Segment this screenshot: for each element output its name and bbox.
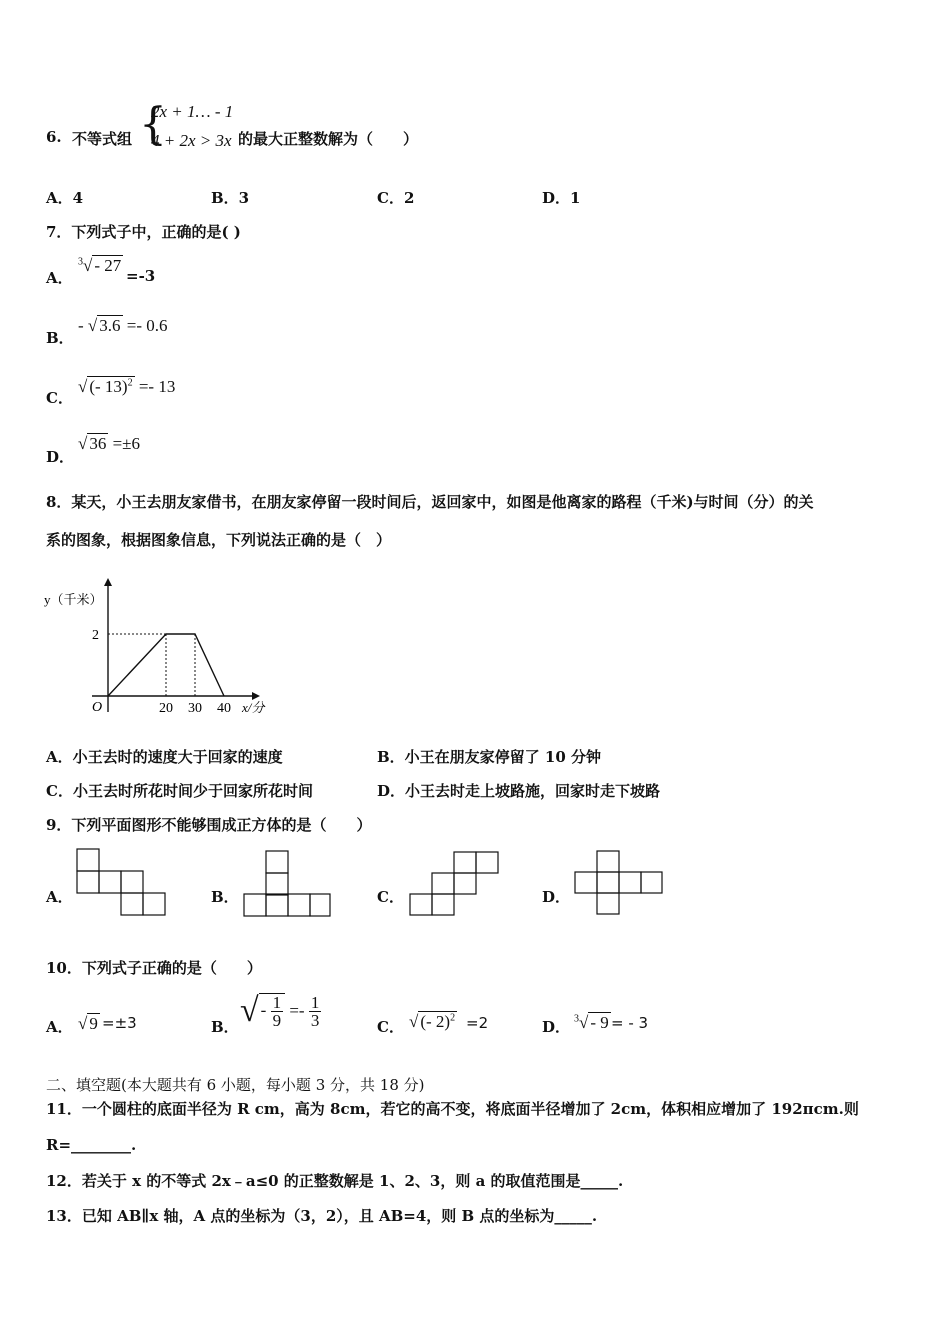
q6-option-b: B．3: [211, 189, 250, 207]
q10-option-c-expr: [409, 1012, 457, 1032]
radical-sign-icon: √: [78, 1014, 88, 1033]
q13-text: 13．已知 AB∥x 轴，A 点的坐标为（3，2），且 AB=4，则 B 点的坐标为_____.: [46, 1207, 598, 1225]
y-axis-label: y（千米）: [44, 592, 103, 607]
q8-stem-line-2: 系的图象，根据图象信息，下列说法正确的是（ ）: [46, 531, 392, 549]
q10-option-d-label: D．: [542, 1018, 571, 1036]
q7-option-c-label: C．: [46, 389, 73, 407]
q6-inequality-1: 2x + 1… - 1: [151, 102, 234, 121]
q9-stem: 9．下列平面图形不能够围成正方体的是（ ）: [46, 816, 372, 834]
q9-option-d-label: D．: [542, 888, 571, 906]
y-tick-label-2: 2: [92, 628, 99, 643]
q7-c-rhs: =- 13: [138, 377, 176, 396]
q8-option-a: A．小王去时的速度大于回家的速度: [46, 748, 283, 766]
radical-sign-icon: √: [78, 434, 88, 453]
q6-lead: 不等式组: [72, 130, 133, 148]
q6-number: 6.: [46, 128, 62, 146]
q7-option-a-label: A．: [46, 269, 73, 287]
origin-label: O: [92, 700, 103, 715]
q10-option-a-label: A．: [46, 1018, 73, 1036]
q6-option-d: D．1: [542, 189, 581, 207]
x-tick-label-30: 30: [188, 701, 202, 716]
q7-b-radicand: 3.6: [99, 316, 121, 335]
q10-b-num: 1: [272, 993, 282, 1012]
q12-text: 12．若关于 x 的不等式 2x﹣a≤0 的正整数解是 1、2、3，则 a 的取值范围是_____.: [46, 1172, 624, 1190]
q7-a-radicand: - 27: [94, 256, 122, 275]
radical-sign-icon: √: [240, 992, 259, 1029]
radical-sign-icon: √: [83, 256, 93, 275]
q10-c-exp: 2: [450, 1012, 456, 1024]
q9-option-b-label: B．: [211, 888, 239, 906]
q10-option-d-expr: [574, 1013, 611, 1033]
q10-option-b-expr: [240, 992, 321, 1030]
q7-a-root-index: 3: [78, 256, 83, 268]
q9-net-c: [409, 851, 501, 917]
q7-stem: 7．下列式子中，正确的是( ): [46, 223, 241, 241]
q7-option-b-label: B．: [46, 329, 74, 347]
q8-option-b: B．小王在朋友家停留了 10 分钟: [377, 748, 601, 766]
q11-line-2: R=________.: [46, 1136, 137, 1154]
q9-net-d: [574, 850, 664, 916]
q10-c-radicand-wrap: [418, 1011, 457, 1031]
q10-stem: 10．下列式子正确的是（ ）: [46, 959, 262, 977]
q7-c-exp: 2: [127, 377, 133, 389]
section-2-heading: 二、填空题(本大题共有 6 小题，每小题 3 分，共 18 分): [46, 1076, 425, 1094]
q10-b-fraction: [271, 994, 284, 1029]
q10-b-den: 9: [272, 1011, 282, 1030]
q10-option-c-label: C．: [377, 1018, 404, 1036]
q10-option-d-rhs: = - 3: [611, 1014, 649, 1032]
x-axis-label: x/分: [242, 700, 265, 715]
q10-option-c-rhs: =2: [466, 1014, 489, 1032]
q10-a-radicand: 9: [89, 1014, 98, 1033]
q10-b-radicand-wrap: [259, 993, 285, 1029]
q7-option-d-expr: [78, 434, 140, 454]
q7-d-rhs: =±6: [112, 434, 141, 453]
x-tick-label-20: 20: [159, 701, 173, 716]
q10-b-rhs-fraction: [309, 994, 322, 1029]
q10-option-b-label: B．: [211, 1018, 239, 1036]
q9-net-a: [76, 848, 170, 918]
q10-b-rnum: 1: [310, 992, 320, 1012]
q10-b-rden: 3: [310, 1010, 320, 1030]
q7-option-a-expr: [78, 256, 123, 276]
q10-d-root-index: 3: [574, 1013, 579, 1025]
x-axis-arrow-icon: [252, 692, 260, 700]
q7-b-rhs: =- 0.6: [126, 316, 168, 335]
q6-option-c: C．2: [377, 189, 415, 207]
q8-option-d: D．小王去时走上坡路施，回家时走下坡路: [377, 782, 661, 800]
radical-sign-icon: √: [78, 377, 88, 396]
q9-option-a-label: A．: [46, 888, 73, 906]
q7-option-a-rhs: =-3: [126, 267, 156, 285]
radical-sign-icon: √: [409, 1012, 419, 1031]
q8-option-c: C．小王去时所花时间少于回家所花时间: [46, 782, 313, 800]
q10-option-a-expr: [78, 1014, 100, 1034]
q7-option-c-expr: [78, 377, 175, 397]
q9-option-c-label: C．: [377, 888, 404, 906]
radical-sign-icon: √: [579, 1013, 589, 1032]
q7-c-radicand: (- 13): [89, 377, 128, 396]
q10-b-mid: =-: [289, 1001, 305, 1020]
q10-b-sign: -: [260, 1000, 267, 1020]
q7-c-radicand-wrap: [87, 376, 134, 396]
q6-option-a: A．4: [46, 189, 84, 207]
x-tick-label-40: 40: [217, 701, 231, 716]
y-axis-arrow-icon: [104, 578, 112, 586]
q9-net-b: [243, 850, 333, 918]
q8-graph: [40, 572, 280, 720]
q10-c-radicand: (- 2): [420, 1012, 451, 1031]
q10-d-radicand: - 9: [590, 1013, 609, 1032]
q7-b-pre: -: [78, 316, 84, 335]
q6-tail: 的最大正整数解为（ ）: [238, 130, 419, 148]
q7-option-d-label: D．: [46, 448, 75, 466]
radical-sign-icon: √: [87, 316, 98, 335]
q11-line-1: 11．一个圆柱的底面半径为 R cm，高为 8cm，若它的高不变，将底面半径增加了 2cm，体积相应增加了 192πcm.则: [46, 1100, 859, 1118]
q7-option-b-expr: [78, 316, 168, 336]
q7-d-radicand: 36: [89, 434, 107, 453]
q10-option-a-rhs: =±3: [102, 1014, 137, 1032]
q6-brace: {: [139, 99, 167, 150]
q8-stem-line-1: 8．某天，小王去朋友家借书，在朋友家停留一段时间后，返回家中，如图是他离家的路程（千米)与时间（分）的关: [46, 493, 814, 511]
q6-inequality-2: 4 + 2x > 3x: [151, 131, 232, 150]
